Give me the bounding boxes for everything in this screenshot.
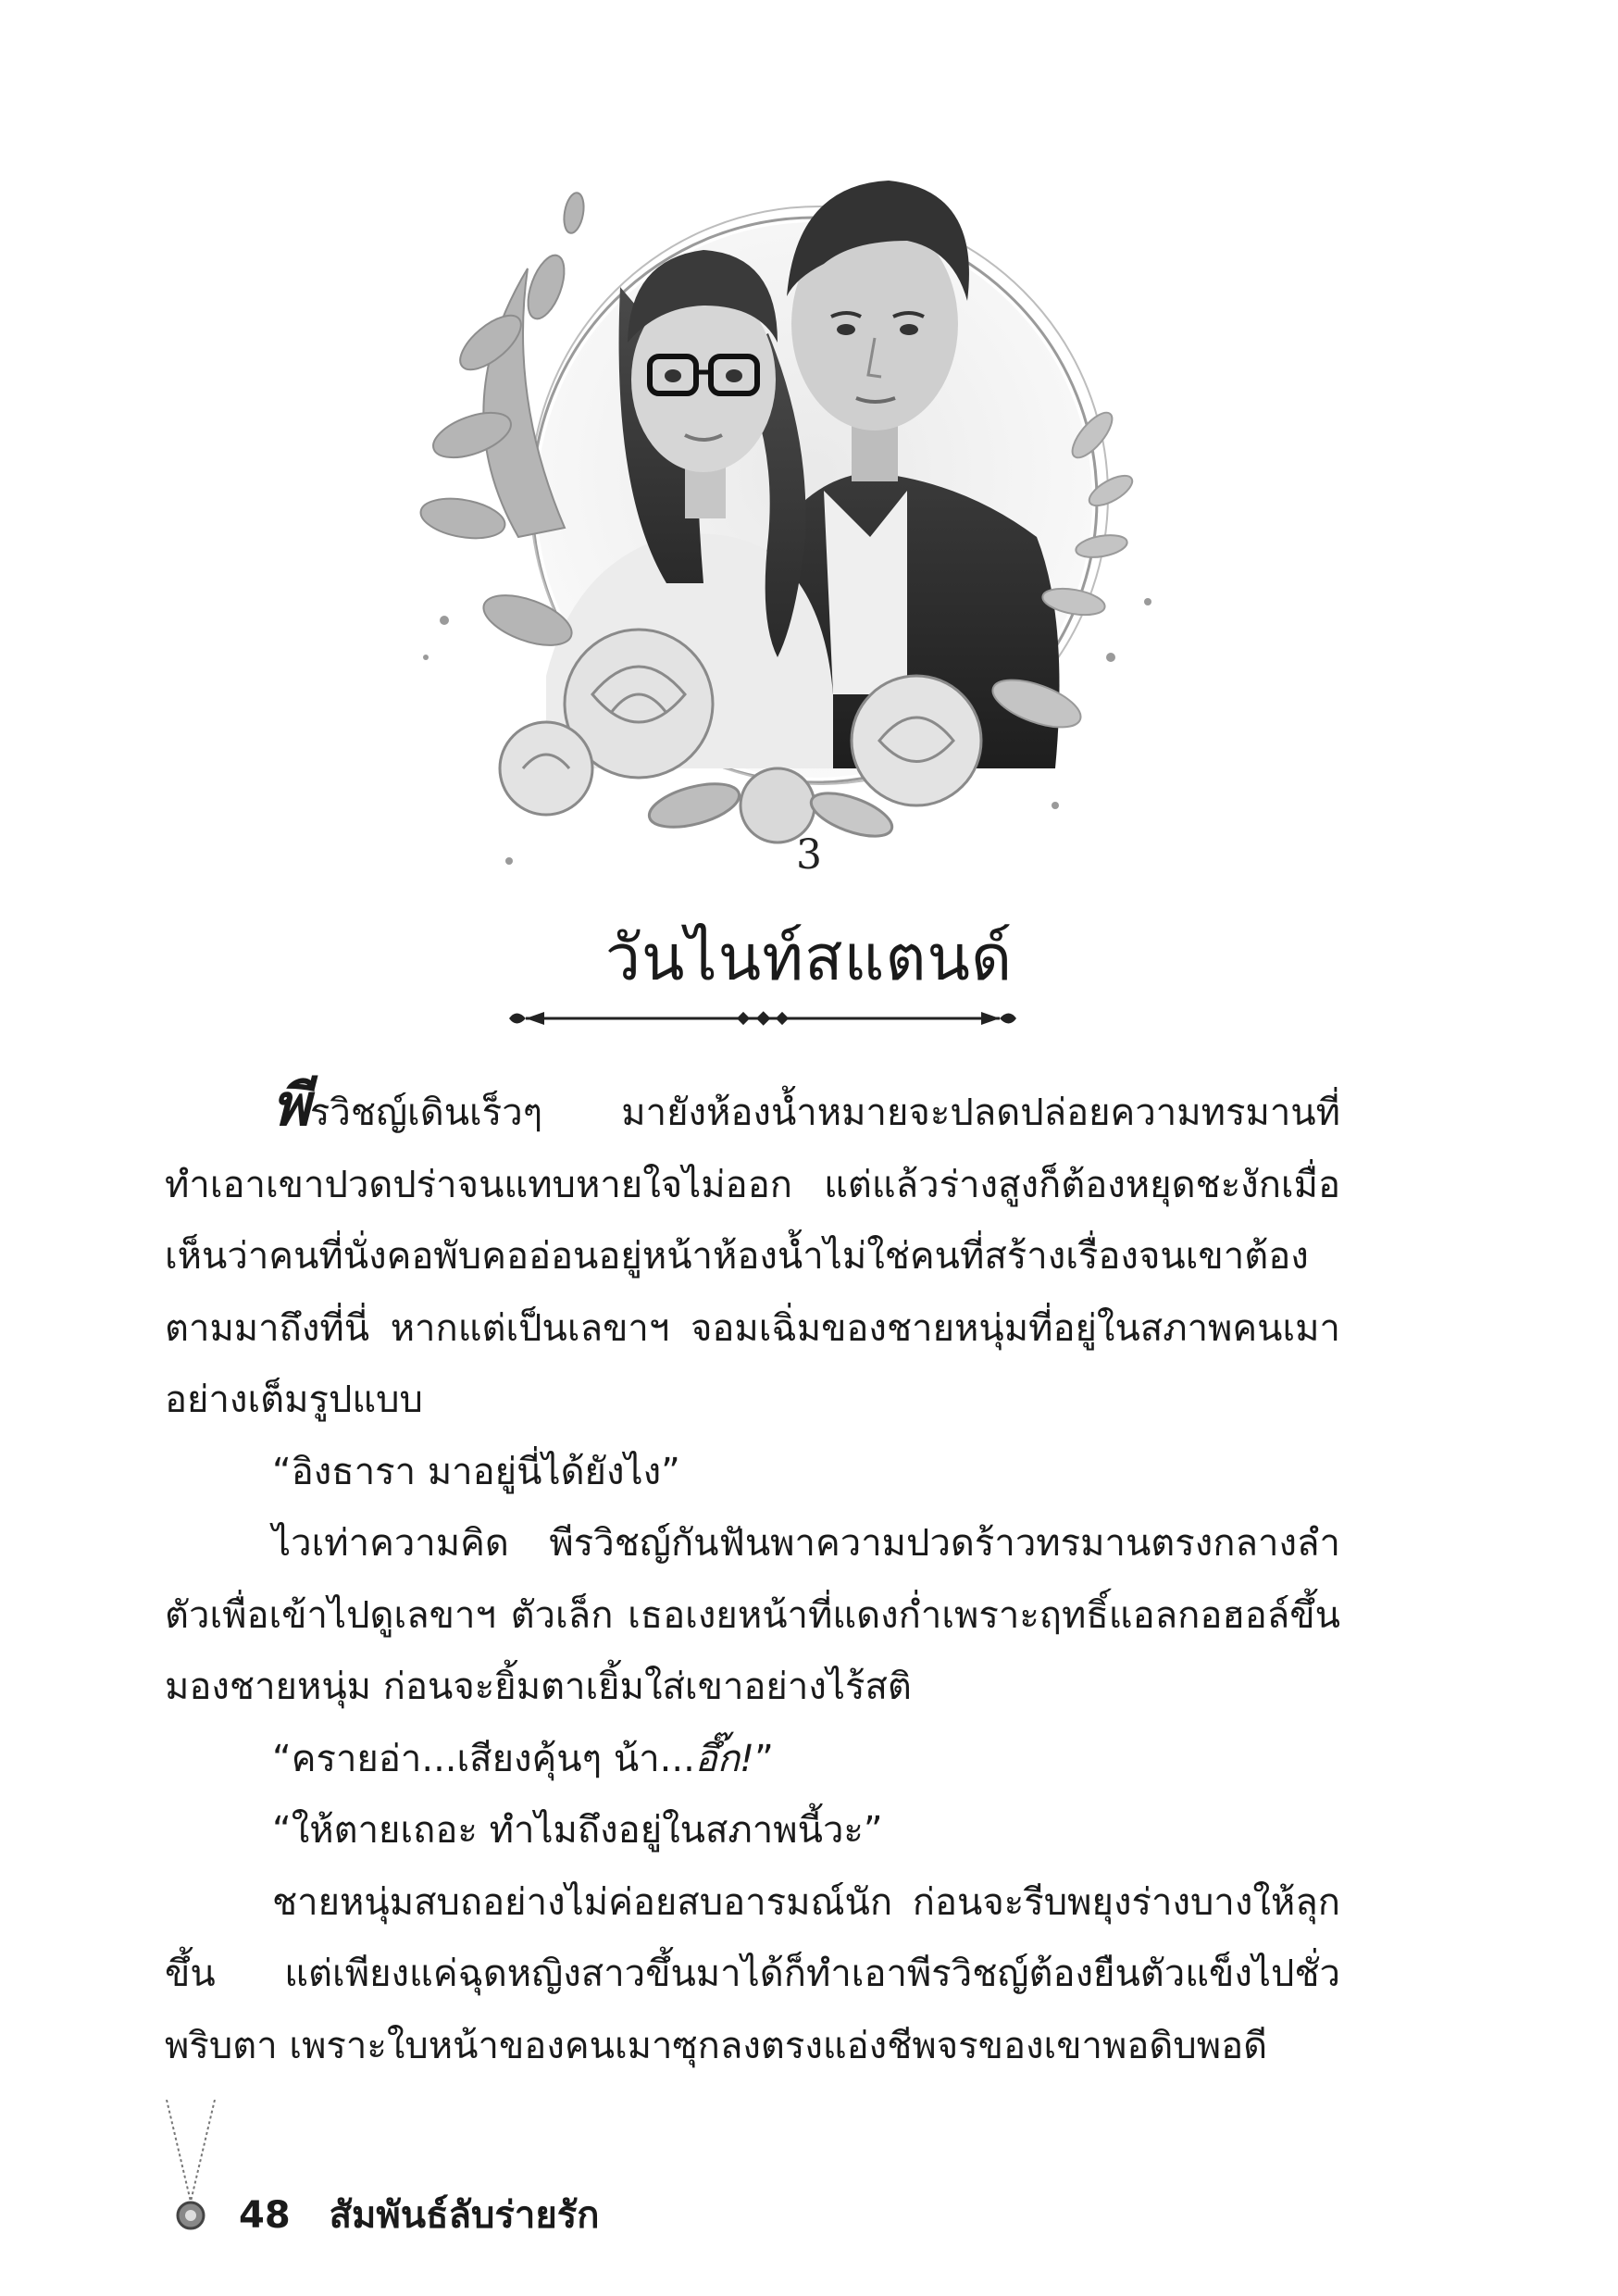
- paragraph-2: “อิงธารา มาอยู่นี่ได้ยังไง”: [272, 1450, 680, 1493]
- paragraph-5: “ให้ตายเถอะ ทำไมถึงอยู่ในสภาพนี้วะ”: [272, 1809, 883, 1852]
- ornamental-divider: [507, 1004, 1018, 1032]
- paragraph-4: [165, 1724, 1340, 1796]
- paragraph-1-text: รวิชญ์เดินเร็วๆ มายังห้องน้ำหมายจะปลดปล่อยความทรมานที่ทำเอาเขาปวดปร่าจนแทบหายใจไม่ออก แต่แล้วร่างสูงก็ต้องหยุดชะงักเมื่อเห็นว่าคนที่นั่งคอพับคออ่อนอยู่หน้าห้องน้ำไม่ใช่คนที่สร้างเรื่องจนเขาต้องตามมาถึงที่นี่ หากแต่เป็นเลขาฯ จอมเฉิ่มของชายหนุ่มที่อยู่ในสภาพคนเมาอย่างเต็มรูปแบบ: [165, 1092, 1340, 1421]
- necklace-ornament-icon: [163, 2100, 218, 2239]
- paragraph-3: ไวเท่าความคิด พีรวิชญ์กันฟันพาความปวดร้าวทรมานตรงกลางลำตัวเพื่อเข้าไปดูเลขาฯ ตัวเล็ก เธอเงยหน้าที่แดงก่ำเพราะฤทธิ์แอลกอฮอล์ขึ้นมองชายหนุ่ม ก่อนจะยิ้มตาเยิ้มใส่เขาอย่างไร้สติ: [165, 1522, 1340, 1708]
- paragraph-6: ชายหนุ่มสบถอย่างไม่ค่อยสบอารมณ์นัก ก่อนจะรีบพยุงร่างบางให้ลุกขึ้น แต่เพียงแค่ฉุดหญิงสาวขึ้นมาได้ก็ทำเอาพีรวิชญ์ต้องยืนตัวแข็งไปชั่วพริบตา เพราะใบหน้าของคนเมาซุกลงตรงแอ่งชีพจรของเขาพอดิบพอดี: [165, 1880, 1340, 2067]
- paragraph-4-text: “ครายอ่า...เสียงคุ้นๆ น้า...: [272, 1737, 695, 1780]
- drop-cap: พี: [272, 1071, 310, 1139]
- page-number: 48: [239, 2194, 291, 2237]
- chapter-title: วันไนท์สแตนด์: [604, 922, 1014, 995]
- paragraph-1: [165, 1069, 1340, 1437]
- paragraph-4-end: ”: [754, 1737, 774, 1780]
- book-title: สัมพันธ์ลับร่ายรัก: [329, 2194, 600, 2237]
- chapter-number: 3: [796, 831, 822, 879]
- body-text: [165, 1069, 1340, 2082]
- page-footer: [239, 2185, 600, 2244]
- chapter-illustration: [389, 102, 1222, 917]
- paragraph-4-italic: อึ๊ก!: [694, 1737, 755, 1780]
